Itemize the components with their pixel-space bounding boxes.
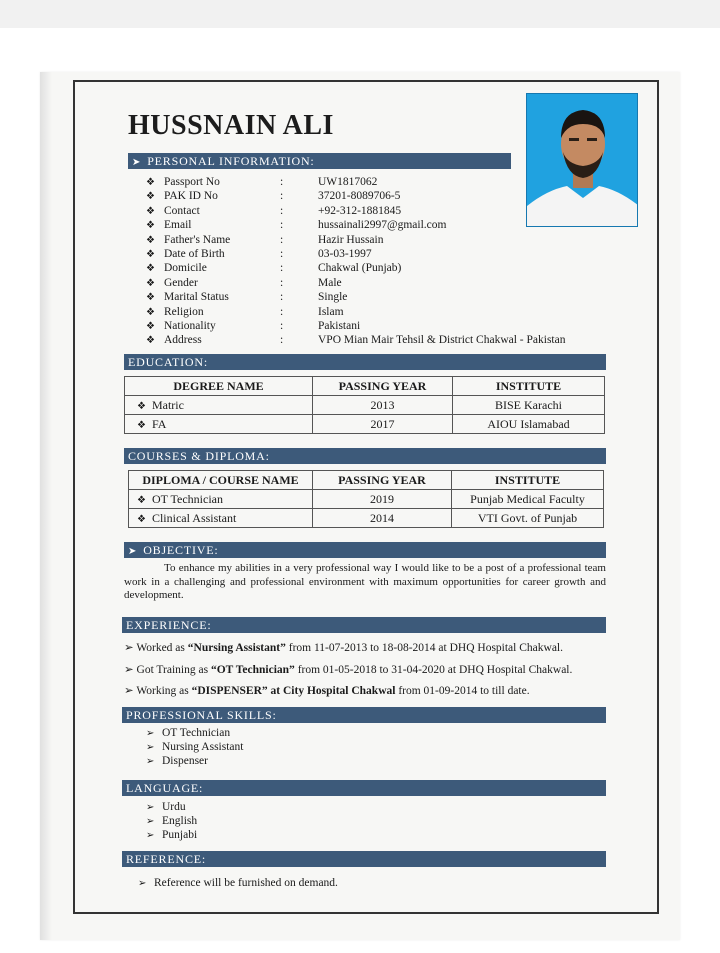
year-cell: 2014 (313, 509, 452, 528)
personal-info-row (146, 218, 447, 232)
diamond-bullet-icon: ❖ (146, 263, 155, 275)
personal-info-value: Pakistani (318, 320, 361, 332)
experience-pre: Got Training as (136, 664, 211, 676)
skill-label: Nursing Assistant (162, 741, 244, 753)
language-label: English (162, 815, 198, 827)
personal-info-row (146, 189, 401, 203)
chevron-right-icon: ➢ (146, 816, 155, 827)
header-year: PASSING YEAR (313, 377, 453, 396)
page-edge-shadow (40, 72, 52, 940)
separator-colon: : (280, 276, 284, 289)
personal-info-value: Islam (318, 305, 344, 318)
experience-pre: Working as (136, 685, 192, 697)
section-title-objective: OBJECTIVE: (143, 543, 219, 557)
institute-cell: Punjab Medical Faculty (452, 490, 604, 509)
diamond-bullet-icon: ❖ (146, 277, 155, 289)
header-institute: INSTITUTE (453, 377, 605, 396)
section-bar-reference (122, 851, 606, 867)
table-row (125, 396, 605, 415)
diamond-bullet-icon: ❖ (146, 335, 155, 347)
courses-table (128, 470, 604, 528)
section-title-personal: PERSONAL INFORMATION: (147, 154, 315, 168)
diamond-bullet-icon: ❖ (146, 249, 155, 260)
personal-info-value: Male (318, 276, 342, 289)
personal-info-value: VPO Mian Mair Tehsil & District Chakwal - Pakistan (318, 334, 566, 347)
personal-info-row (146, 247, 372, 261)
course-cell (129, 490, 313, 509)
objective-text: To enhance my abilities in a very professional way I would like to be a post of a professional team work in a challenging and professional environment with maximum opportunities for career growth and development. (124, 562, 606, 601)
personal-info-label: Marital Status (164, 291, 229, 304)
diamond-bullet-icon: ❖ (146, 234, 155, 246)
personal-info-label: PAK ID No (164, 190, 218, 203)
institute-cell: AIOU Islamabad (453, 415, 605, 434)
separator-colon: : (280, 262, 284, 275)
skill-item (146, 726, 230, 740)
experience-item (124, 640, 563, 654)
institute-cell: VTI Govt. of Punjab (452, 509, 604, 528)
personal-info-label: Domicile (164, 262, 207, 275)
degree-cell (125, 396, 313, 415)
diamond-bullet-icon: ❖ (146, 220, 155, 232)
separator-colon: : (280, 219, 284, 232)
degree-cell (125, 415, 313, 434)
personal-info-label: Date of Birth (164, 248, 225, 260)
section-title-reference: REFERENCE: (126, 852, 207, 866)
personal-info-row (146, 290, 348, 304)
personal-info-row (146, 233, 384, 247)
diamond-bullet-icon: ❖ (146, 205, 155, 217)
personal-info-value: 03-03-1997 (318, 248, 372, 260)
experience-pre: Worked as (136, 642, 188, 654)
personal-info-row (146, 276, 342, 290)
section-bar-courses (124, 448, 606, 464)
diamond-bullet-icon: ❖ (146, 306, 155, 318)
table-header-row (129, 471, 604, 490)
arrow-icon: ➤ (132, 157, 142, 168)
header-degree: DEGREE NAME (125, 377, 313, 396)
separator-colon: : (280, 248, 284, 260)
diamond-bullet-icon: ❖ (146, 321, 155, 332)
year-cell: 2013 (313, 396, 453, 415)
language-label: Urdu (162, 801, 186, 813)
section-bar-language (122, 780, 606, 796)
diamond-bullet-icon: ❖ (137, 400, 146, 412)
chevron-right-icon: ➢ (146, 756, 155, 767)
section-title-language: LANGUAGE: (126, 781, 204, 795)
header-year: PASSING YEAR (313, 471, 452, 490)
person-photo-icon (527, 94, 638, 227)
year-cell: 2017 (313, 415, 453, 434)
section-title-experience: EXPERIENCE: (126, 618, 212, 632)
personal-info-value: hussainali2997@gmail.com (318, 219, 447, 232)
experience-post: from 11-07-2013 to 18-08-2014 at DHQ Hospital Chakwal. (285, 642, 563, 654)
reference-item (138, 876, 338, 890)
personal-info-value: +92-312-1881845 (318, 204, 402, 217)
personal-info-row (146, 333, 566, 347)
header-institute: INSTITUTE (452, 471, 604, 490)
separator-colon: : (280, 176, 284, 188)
experience-post: from 01-05-2018 to 31-04-2020 at DHQ Hospital Chakwal. (294, 664, 573, 676)
diamond-bullet-icon: ❖ (146, 191, 155, 203)
experience-role: “Nursing Assistant” (187, 642, 286, 654)
degree-name: Matric (151, 397, 184, 412)
candidate-name: HUSSNAIN ALI (128, 110, 334, 141)
personal-info-label: Address (164, 334, 202, 347)
personal-info-label: Nationality (164, 320, 216, 332)
personal-info-label: Passport No (164, 176, 220, 188)
separator-colon: : (280, 204, 284, 217)
personal-info-value: Single (318, 291, 348, 304)
separator-colon: : (280, 334, 284, 347)
viewer-top-bar (0, 0, 720, 28)
section-bar-education (124, 354, 606, 370)
language-item (146, 828, 197, 842)
institute-cell: BISE Karachi (453, 396, 605, 415)
personal-info-value: Hazir Hussain (318, 233, 384, 246)
separator-colon: : (280, 233, 284, 246)
personal-info-label: Contact (164, 204, 200, 217)
course-cell (129, 509, 313, 528)
experience-item (124, 683, 530, 697)
chevron-right-icon: ➢ (146, 802, 155, 813)
personal-info-value: UW1817062 (318, 176, 378, 188)
personal-info-value: Chakwal (Punjab) (318, 262, 402, 275)
experience-role: “OT Technician” (210, 664, 295, 676)
section-bar-personal (128, 153, 511, 169)
language-item (146, 814, 197, 828)
personal-info-value: 37201-8089706-5 (318, 190, 401, 203)
chevron-right-icon: ➢ (124, 642, 137, 654)
arrow-icon: ➤ (128, 546, 138, 557)
reference-text: Reference will be furnished on demand. (154, 877, 338, 889)
personal-info-row (146, 204, 402, 218)
experience-role: “DISPENSER” at City Hospital Chakwal (191, 685, 396, 697)
chevron-right-icon: ➢ (146, 728, 155, 739)
personal-info-label: Religion (164, 305, 204, 318)
separator-colon: : (280, 190, 284, 203)
education-table (124, 376, 605, 434)
course-name: Clinical Assistant (151, 510, 237, 525)
section-title-skills: PROFESSIONAL SKILLS: (126, 708, 277, 722)
personal-info-row (146, 261, 402, 275)
year-cell: 2019 (313, 490, 452, 509)
chevron-right-icon: ➢ (138, 878, 147, 889)
personal-info-label: Email (164, 219, 192, 232)
personal-info-label: Gender (164, 276, 198, 289)
section-bar-skills (122, 707, 606, 723)
profile-photo (526, 93, 638, 227)
experience-post: from 01-09-2014 to till date. (395, 685, 530, 697)
header-course: DIPLOMA / COURSE NAME (129, 471, 313, 490)
chevron-right-icon: ➢ (124, 664, 137, 676)
diamond-bullet-icon: ❖ (137, 494, 146, 506)
diamond-bullet-icon: ❖ (146, 292, 155, 304)
separator-colon: : (280, 291, 284, 304)
personal-info-row (146, 319, 361, 333)
degree-name: FA (151, 416, 167, 431)
personal-info-row (146, 305, 344, 319)
section-bar-objective (124, 542, 606, 558)
diamond-bullet-icon: ❖ (146, 177, 155, 188)
chevron-right-icon: ➢ (124, 685, 137, 697)
language-item (146, 800, 186, 814)
personal-info-row (146, 175, 378, 189)
diamond-bullet-icon: ❖ (137, 419, 146, 431)
table-row (129, 509, 604, 528)
skill-item (146, 754, 208, 768)
course-name: OT Technician (151, 491, 223, 506)
separator-colon: : (280, 305, 284, 318)
table-row (129, 490, 604, 509)
section-title-education: EDUCATION: (128, 355, 208, 369)
chevron-right-icon: ➢ (146, 830, 155, 841)
skill-item (146, 740, 243, 754)
diamond-bullet-icon: ❖ (137, 513, 146, 525)
table-header-row (125, 377, 605, 396)
skill-label: OT Technician (162, 727, 231, 739)
language-label: Punjabi (162, 829, 198, 841)
section-title-courses: COURSES & DIPLOMA: (128, 449, 270, 463)
experience-item (124, 662, 572, 676)
section-bar-experience (122, 617, 606, 633)
separator-colon: : (280, 320, 284, 332)
personal-info-label: Father's Name (164, 233, 231, 246)
skill-label: Dispenser (162, 755, 208, 767)
chevron-right-icon: ➢ (146, 742, 155, 753)
table-row (125, 415, 605, 434)
